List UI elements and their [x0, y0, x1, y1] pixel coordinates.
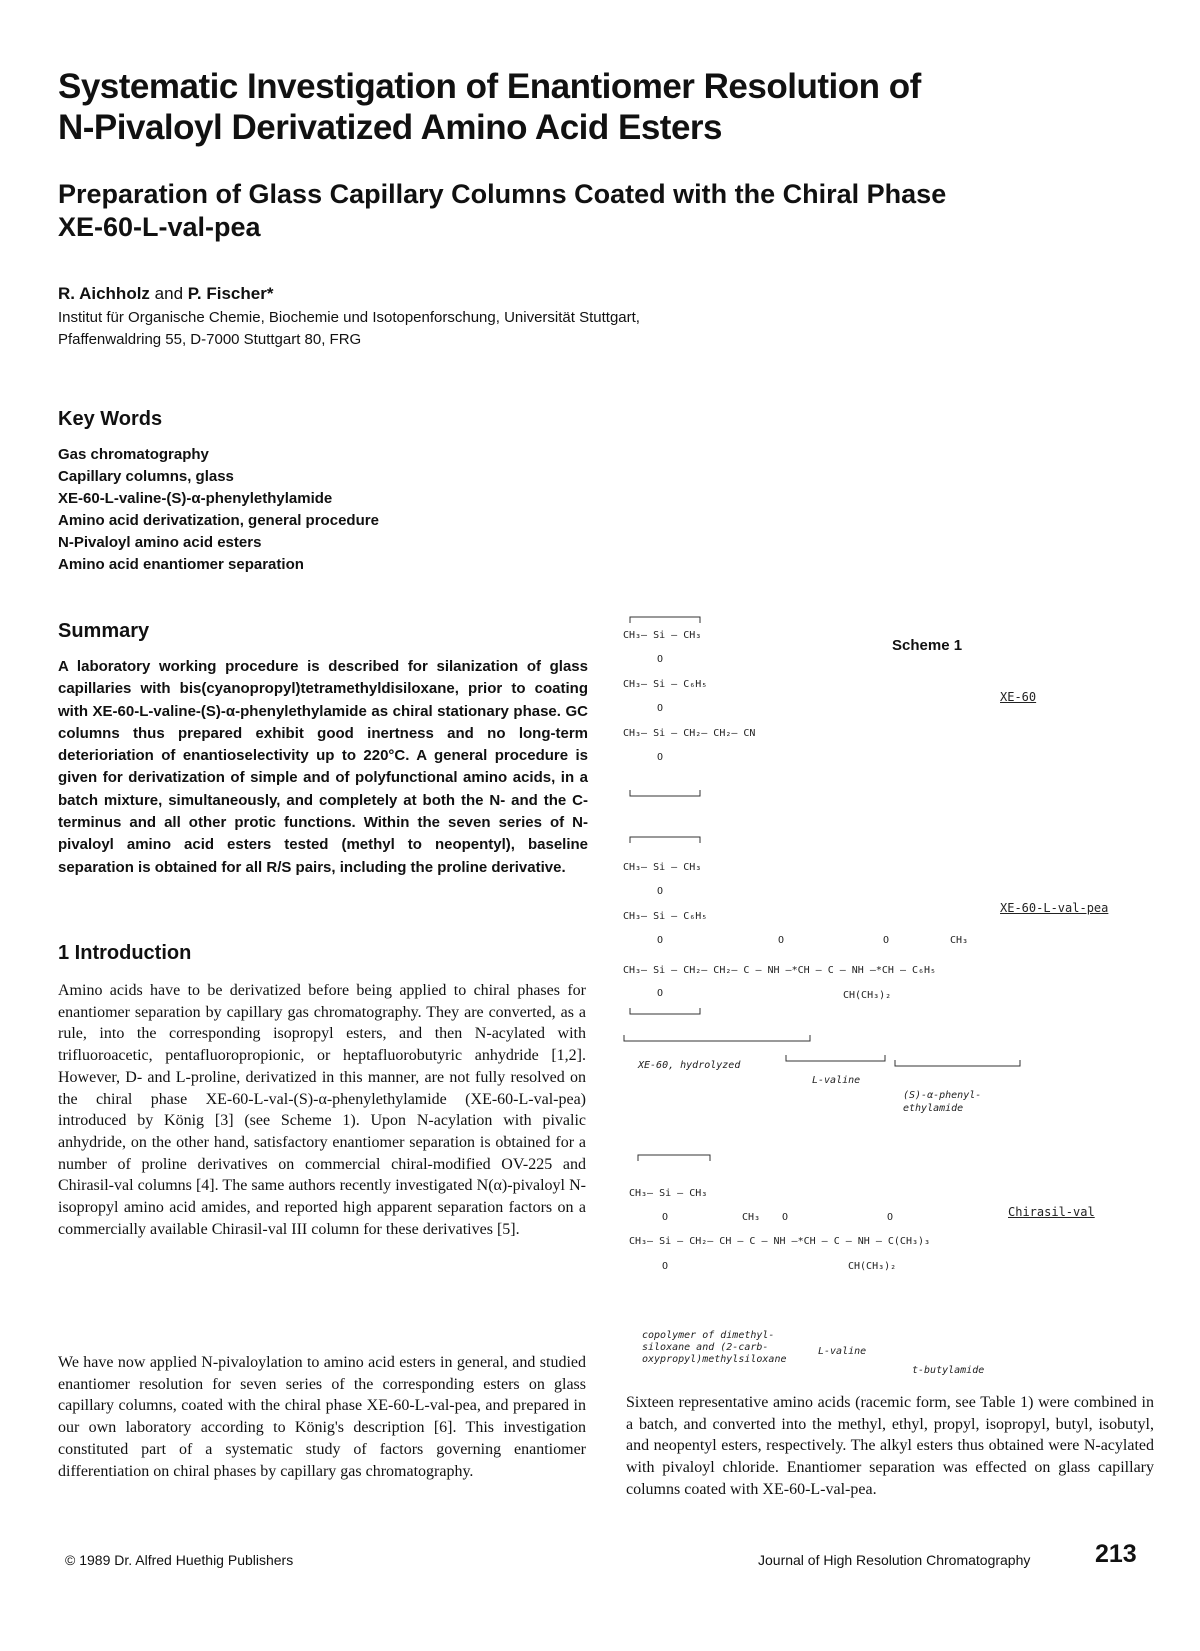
oxygen-atom: O: [657, 935, 664, 946]
chirasil-val-label: Chirasil-val: [1008, 1205, 1095, 1219]
isopropyl-group: CH(CH₃)₂: [843, 990, 892, 1001]
page-number: 213: [1095, 1540, 1137, 1568]
copyright-notice: © 1989 Dr. Alfred Huethig Publishers: [65, 1552, 294, 1568]
bracket-line: [630, 1008, 700, 1014]
author-conjunction: and: [154, 284, 184, 303]
introduction-paragraph-2: We have now applied N-pivaloylation to amino acid esters in general, and studied enantiomer resolution for seven series of the corresponding esters on glass capillary columns, coated with the chiral phase XE-60-L-val-pea, and prepared in our own laboratory according to König's description [6]. This investigation constituted part of a systematic study of factors governing enantiomer differentiation on chiral phases by capillary gas chromatography.: [58, 1354, 586, 1480]
keywords-heading: Key Words: [58, 408, 163, 430]
introduction-heading: 1 Introduction: [58, 942, 192, 964]
oxygen-atom: O: [657, 654, 664, 665]
methyl-group: CH₃: [742, 1212, 761, 1223]
oxygen-atom: O: [657, 988, 664, 999]
scheme-diagram: [610, 615, 1090, 1260]
phenylethylamide-label-1: (S)-α-phenyl-: [903, 1090, 982, 1101]
introduction-paragraph-1: Amino acids have to be derivatized before being applied to chiral phases for enantiomer separation by capillary gas chromatography. They are converted, as a rule, into the corresponding isopropyl esters, and then N-acylated with trifluoroacetic, pentafluoropropionic, or heptafluorobutyric anhydride [1,2]. However, D- and L-proline, derivatized in this manner, are not fully resolved on the chiral phase XE-60-L-val-(S)-α-phenylethylamide (XE-60-L-val-pea) introduced by König [3] (see Scheme 1). Upon N-acylation with pivalic anhydride, on the other hand, satisfactory enantiomer separation is obtained for a number of proline derivatives on commercial chiral-modified OV-225 and Chirasil-val columns [4]. The same authors recently investigated N(α)-pivaloyl N-isopropyl amino acid amides, and reported high apparent separation factors on a commercially available Chirasil-val III column for these derivatives [5].: [58, 982, 586, 1238]
bracket-line: [895, 1060, 1020, 1066]
keyword-item: XE-60-L-valine-(S)-α-phenylethylamide: [58, 490, 333, 507]
keyword-item: Gas chromatography: [58, 446, 209, 463]
t-butylamide-label: t-butylamide: [912, 1365, 985, 1376]
xe60-unit-1: CH₃– Si – CH₃: [623, 630, 702, 641]
bracket-line: [638, 1155, 710, 1161]
xe60-unit-2: CH₃– Si – C₆H₅: [623, 679, 708, 690]
xe60-val-pea-label: XE-60-L-val-pea: [1000, 901, 1109, 915]
carbonyl-oxygen: O: [782, 1212, 789, 1223]
chirasil-chain: CH₃– Si – CH₂– CH – C – NH –*CH – C – NH – C(CH₃)₃: [629, 1236, 931, 1247]
scheme-label: Scheme 1: [892, 637, 963, 654]
oxygen-atom: O: [657, 703, 664, 714]
paper-title: [58, 66, 1058, 148]
carbonyl-oxygen: O: [778, 935, 785, 946]
l-valine-label: L-valine: [812, 1075, 861, 1086]
chirasil-unit-1: CH₃– Si – CH₃: [629, 1188, 708, 1199]
xe60-hydrolyzed-label: XE-60, hydrolyzed: [638, 1060, 741, 1071]
bracket-line: [630, 837, 700, 843]
author-2: P. Fischer*: [187, 284, 274, 303]
subtitle-line-1: Preparation of Glass Capillary Columns Coated with the Chiral Phase: [58, 179, 947, 209]
oxygen-atom: O: [657, 886, 664, 897]
isopropyl-group: CH(CH₃)₂: [848, 1261, 897, 1272]
bracket-line: [630, 617, 700, 623]
author-1: R. Aichholz: [58, 284, 150, 303]
paper-subtitle: [58, 178, 1058, 244]
title-line-1: Systematic Investigation of Enantiomer Resolution of: [58, 67, 921, 106]
summary-heading: Summary: [58, 620, 150, 642]
bracket-line: [630, 790, 700, 796]
right-column-paragraph: Sixteen representative amino acids (racemic form, see Table 1) were combined in a batch, and converted into the methyl, ethyl, propyl, isopropyl, butyl, isobutyl, and neopentyl esters, respectively. The alkyl esters thus obtained were N-acylated with pivaloyl chloride. Enantiomer separation was effected on glass capillary columns coated with XE-60-L-val-pea.: [626, 1394, 1154, 1498]
keyword-item: Amino acid derivatization, general procedure: [58, 512, 379, 529]
keyword-item: Amino acid enantiomer separation: [58, 556, 304, 573]
oxygen-atom: O: [657, 752, 664, 763]
val-pea-unit-2: CH₃– Si – C₆H₅: [623, 911, 708, 922]
keywords-list: [58, 444, 379, 576]
phenylethylamide-label-2: ethylamide: [903, 1103, 964, 1114]
carbonyl-oxygen: O: [887, 1212, 894, 1223]
xe60-label: XE-60: [1000, 690, 1037, 704]
summary-text: A laboratory working procedure is described for silanization of glass capillaries with bis(cyanopropyl)tetramethyldisiloxane, prior to coating with XE-60-L-valine-(S)-α-phenylethylamide as chiral stationary phase. GC columns thus prepared exhibit good inertness and no long-term deterioriation of enantioselectivity up to 220°C. A general procedure is given for derivatization of simple and of polyfunctional amino acids, in a batch mixture, simultaneously, and completely at both the N- and the C-terminus and all other protic functions. Within the seven series of N-pivaloyl amino acid esters tested (methyl to neopentyl), baseline separation is obtained for all R/S pairs, including the proline derivative.: [58, 658, 588, 876]
oxygen-atom: O: [662, 1212, 669, 1223]
oxygen-atom: O: [662, 1261, 669, 1272]
val-pea-unit-1: CH₃– Si – CH₃: [623, 862, 702, 873]
journal-name: Journal of High Resolution Chromatography: [758, 1552, 1031, 1568]
bracket-line: [624, 1035, 810, 1041]
subtitle-line-2: XE-60-L-val-pea: [58, 212, 261, 242]
affiliation: [58, 307, 640, 351]
methyl-group: CH₃: [950, 935, 969, 946]
xe60-unit-3: CH₃– Si – CH₂– CH₂– CN: [623, 728, 756, 739]
copolymer-label-3: oxypropyl)methylsiloxane: [642, 1354, 787, 1365]
keyword-item: Capillary columns, glass: [58, 468, 234, 485]
authors: [58, 284, 273, 304]
title-line-2: N-Pivaloyl Derivatized Amino Acid Esters: [58, 108, 723, 147]
copolymer-label-2: siloxane and (2-carb-: [642, 1342, 769, 1353]
carbonyl-oxygen: O: [883, 935, 890, 946]
bracket-line: [786, 1055, 885, 1061]
l-valine-label-2: L-valine: [818, 1346, 867, 1357]
val-pea-chain: CH₃– Si – CH₂– CH₂– C – NH –*CH – C – NH –*CH – C₆H₅: [623, 965, 937, 976]
affiliation-line-2: Pfaffenwaldring 55, D-7000 Stuttgart 80, FRG: [58, 331, 362, 348]
keyword-item: N-Pivaloyl amino acid esters: [58, 534, 262, 551]
affiliation-line-1: Institut für Organische Chemie, Biochemie und Isotopenforschung, Universität Stuttgart,: [58, 309, 640, 326]
copolymer-label-1: copolymer of dimethyl-: [642, 1330, 775, 1341]
